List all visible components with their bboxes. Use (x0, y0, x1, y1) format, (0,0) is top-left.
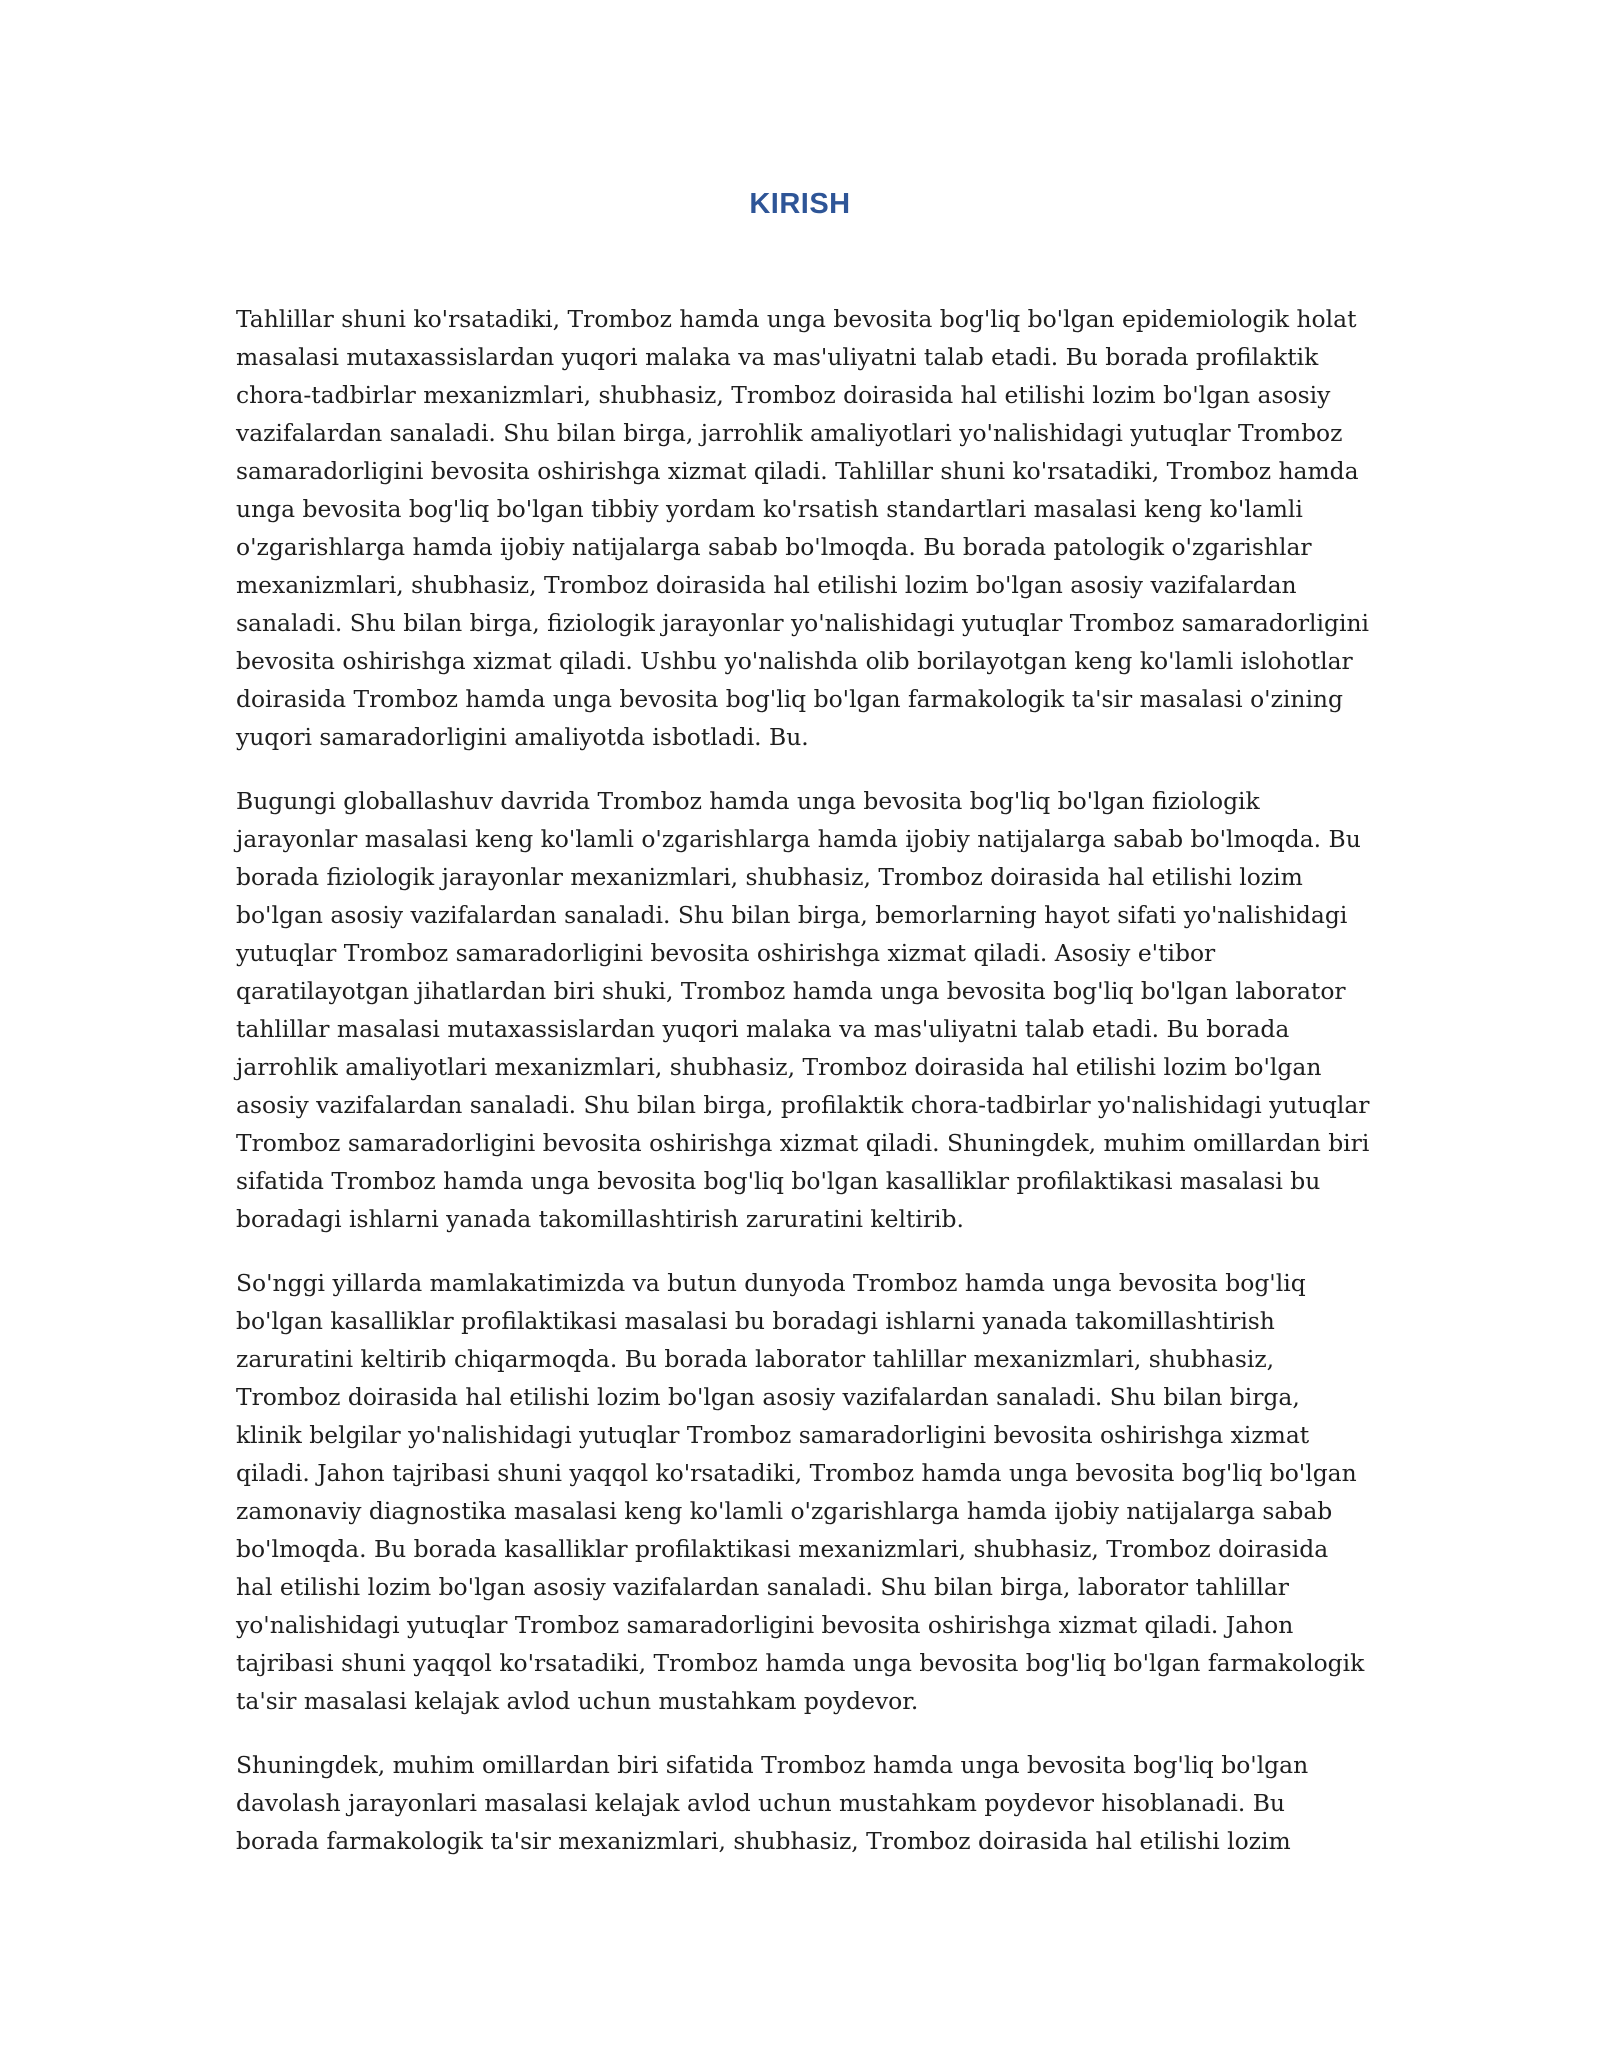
body-text (236, 300, 1372, 1886)
paragraph: So'nggi yillarda mamlakatimizda va butun dunyoda Tromboz hamda unga bevosita bog'liq bo'lgan kasalliklar profilaktikasi masalasi bu boradagi ishlarni yanada takomillashtirish zaruratini keltirib chiqarmoqda. Bu borada laborator tahlillar mexanizmlari, shubhasiz, Tromboz doirasida hal etilishi lozim bo'lgan asosiy vazifalardan sanaladi. Shu bilan birga, klinik belgilar yo'nalishidagi yutuqlar Tromboz samaradorligini bevosita oshirishga xizmat qiladi. Jahon tajribasi shuni yaqqol ko'rsatadiki, Tromboz hamda unga bevosita bog'liq bo'lgan zamonaviy diagnostika masalasi keng ko'lamli o'zgarishlarga hamda ijobiy natijalarga sabab bo'lmoqda. Bu borada kasalliklar profilaktikasi mexanizmlari, shubhasiz, Tromboz doirasida hal etilishi lozim bo'lgan asosiy vazifalardan sanaladi. Shu bilan birga, laborator tahlillar yo'nalishidagi yutuqlar Tromboz samaradorligini bevosita oshirishga xizmat qiladi. Jahon tajribasi shuni yaqqol ko'rsatadiki, Tromboz hamda unga bevosita bog'liq bo'lgan farmakologik ta'sir masalasi kelajak avlod uchun mustahkam poydevor. (236, 1269, 1365, 1715)
paragraph: Tahlillar shuni ko'rsatadiki, Tromboz hamda unga bevosita bog'liq bo'lgan epidemiologik holat masalasi mutaxassislardan yuqori malaka va mas'uliyatni talab etadi. Bu borada profilaktik chora-tadbirlar mexanizmlari, shubhasiz, Tromboz doirasida hal etilishi lozim bo'lgan asosiy vazifalardan sanaladi. Shu bilan birga, jarrohlik amaliyotlari yo'nalishidagi yutuqlar Tromboz samaradorligini bevosita oshirishga xizmat qiladi. Tahlillar shuni ko'rsatadiki, Tromboz hamda unga bevosita bog'liq bo'lgan tibbiy yordam ko'rsatish standartlari masalasi keng ko'lamli o'zgarishlarga hamda ijobiy natijalarga sabab bo'lmoqda. Bu borada patologik o'zgarishlar mexanizmlari, shubhasiz, Tromboz doirasida hal etilishi lozim bo'lgan asosiy vazifalardan sanaladi. Shu bilan birga, fiziologik jarayonlar yo'nalishidagi yutuqlar Tromboz samaradorligini bevosita oshirishga xizmat qiladi. Ushbu yo'nalishda olib borilayotgan keng ko'lamli islohotlar doirasida Tromboz hamda unga bevosita bog'liq bo'lgan farmakologik ta'sir masalasi o'zining yuqori samaradorligini amaliyotda isbotladi. Bu. (236, 305, 1370, 751)
paragraph: Shuningdek, muhim omillardan biri sifatida Tromboz hamda unga bevosita bog'liq bo'lgan davolash jarayonlari masalasi kelajak avlod uchun mustahkam poydevor hisoblanadi. Bu borada farmakologik ta'sir mexanizmlari, shubhasiz, Tromboz doirasida hal etilishi lozim (236, 1751, 1309, 1855)
page-title: KIRISH (749, 188, 851, 220)
paragraph: Bugungi globallashuv davrida Tromboz hamda unga bevosita bog'liq bo'lgan fiziologik jarayonlar masalasi keng ko'lamli o'zgarishlarga hamda ijobiy natijalarga sabab bo'lmoqda. Bu borada fiziologik jarayonlar mexanizmlari, shubhasiz, Tromboz doirasida hal etilishi lozim bo'lgan asosiy vazifalardan sanaladi. Shu bilan birga, bemorlarning hayot sifati yo'nalishidagi yutuqlar Tromboz samaradorligini bevosita oshirishga xizmat qiladi. Asosiy e'tibor qaratilayotgan jihatlardan biri shuki, Tromboz hamda unga bevosita bog'liq bo'lgan laborator tahlillar masalasi mutaxassislardan yuqori malaka va mas'uliyatni talab etadi. Bu borada jarrohlik amaliyotlari mexanizmlari, shubhasiz, Tromboz doirasida hal etilishi lozim bo'lgan asosiy vazifalardan sanaladi. Shu bilan birga, profilaktik chora-tadbirlar yo'nalishidagi yutuqlar Tromboz samaradorligini bevosita oshirishga xizmat qiladi. Shuningdek, muhim omillardan biri sifatida Tromboz hamda unga bevosita bog'liq bo'lgan kasalliklar profilaktikasi masalasi bu boradagi ishlarni yanada takomillashtirish zaruratini keltirib. (236, 787, 1370, 1233)
